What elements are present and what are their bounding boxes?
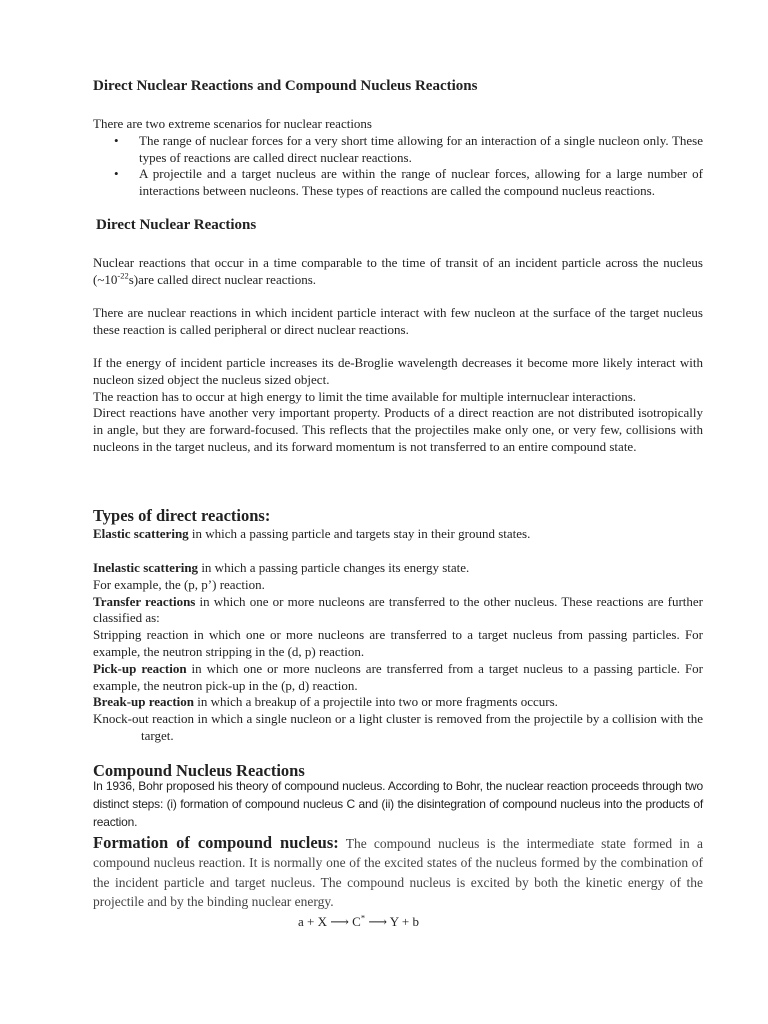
direct-paragraph-3: If the energy of incident particle increases its de-Broglie wavelength decreases it become more likely interact with nucleon sized object the nucleus sized object. — [93, 355, 703, 387]
elastic-term: Elastic scattering — [93, 526, 189, 541]
direct-heading: Direct Nuclear Reactions — [96, 217, 257, 233]
compound-intro: In 1936, Bohr proposed his theory of compound nucleus. According to Bohr, the nuclear reaction proceeds through two distinct steps: (i) formation of compound nucleus C and (ii) the disintegration of compound nucleus into the products of reaction. — [93, 779, 703, 829]
direct-paragraph-5: Direct reactions have another very important property. Products of a direct reaction are not distributed isotropically in angle, but they are forward-focused. This reflects that the projectiles make only one, or very few, collisions with nucleons in the target nucleus, and its forward momentum is not transferred to an entire compound state. — [93, 405, 703, 454]
bullet-icon: • — [114, 132, 119, 148]
stripping-item: Stripping reaction in which one or more nucleons are transferred to a target nucleus from passing particles. For example, the neutron stripping in the (d, p) reaction. — [93, 627, 703, 659]
scenario-list — [93, 133, 703, 200]
inelastic-example: For example, the (p, p’) reaction. — [93, 576, 265, 592]
formation-paragraph: Formation of compound nucleus: The compound nucleus is the intermediate state formed in a compound nucleus reaction. It is normally one of the excited states of the nucleus formed by the combination of the incident particle and target nucleus. The compound nucleus is excited by both the kinetic energy of the projectile and by the binding nuclear energy. — [93, 833, 703, 910]
intro-text: There are two extreme scenarios for nuclear reactions — [93, 116, 372, 131]
pickup-item: Pick-up reaction in which one or more nucleons are transferred from a target nucleus to a passing particle. For example, the neutron pick-up in the (p, d) reaction. — [93, 660, 704, 693]
types-list — [93, 560, 703, 745]
list-item: • The range of nuclear forces for a very short time allowing for an interaction of a single nucleon only. These types of reactions are called direct nuclear reactions. — [114, 132, 703, 165]
intro-section — [93, 116, 703, 200]
elastic-item: Elastic scattering in which a passing particle and targets stay in their ground states. — [93, 526, 531, 541]
direct-paragraph-4: The reaction has to occur at high energy to limit the time available for multiple internuclear interactions. — [93, 388, 637, 404]
inelastic-item: Inelastic scattering in which a passing particle changes its energy state. — [93, 560, 470, 575]
list-item: • A projectile and a target nucleus are within the range of nuclear forces, allowing for a large number of interactions between nucleons. These types of reactions are called the compound nucleus reactions. — [114, 166, 703, 199]
bullet-icon: • — [114, 166, 119, 182]
direct-paragraph-1: Nuclear reactions that occur in a time comparable to the time of transit of an incident particle across the nucleus $(\sim 10^{-22}s)are$ called direct nuclear reactions. — [93, 255, 703, 287]
breakup-item: Break-up reaction in which a breakup of a projectile into two or more fragments occurs. — [93, 694, 558, 710]
compound-heading: Compound Nucleus Reactions — [93, 761, 305, 780]
page-title: Direct Nuclear Reactions and Compound Nucleus Reactions — [93, 78, 478, 94]
reaction-equation: a + X ⟶ C* ⟶ Y + b — [298, 912, 419, 929]
types-heading: Types of direct reactions: — [93, 506, 271, 525]
formation-term: Formation of compound nucleus: — [93, 833, 339, 852]
transfer-item: Transfer reactions in which one or more nucleons are transferred to the other nucleus. These reactions are further classified as: — [93, 593, 703, 626]
direct-paragraph-2: There are nuclear reactions in which incident particle interact with few nucleon at the surface of the target nucleus these reaction is called peripheral or direct nuclear reactions. — [93, 305, 703, 337]
knockout-item: Knock-out reaction in which a single nucleon or a light cluster is removed from the projectile by a collision with the target. — [93, 711, 703, 743]
direct-paragraph-group — [93, 355, 703, 456]
